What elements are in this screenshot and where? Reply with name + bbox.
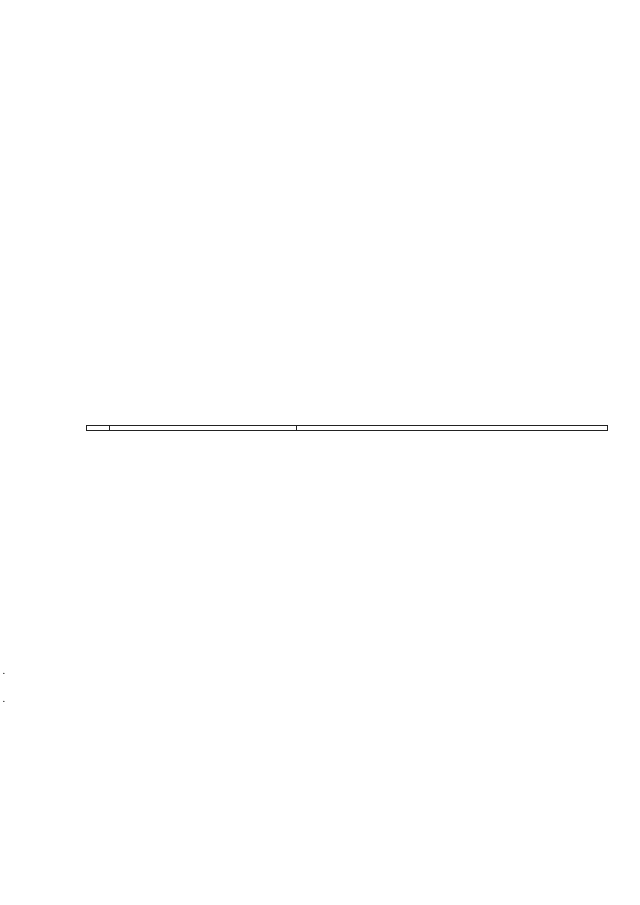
item-number-cell	[87, 426, 110, 431]
margin-mark: ·	[2, 668, 6, 680]
item-title-cell	[110, 426, 297, 431]
table-row	[87, 426, 608, 431]
margin-mark: ·	[2, 696, 6, 708]
item-content-cell	[297, 426, 608, 431]
subprogram-passport-table	[86, 425, 608, 431]
